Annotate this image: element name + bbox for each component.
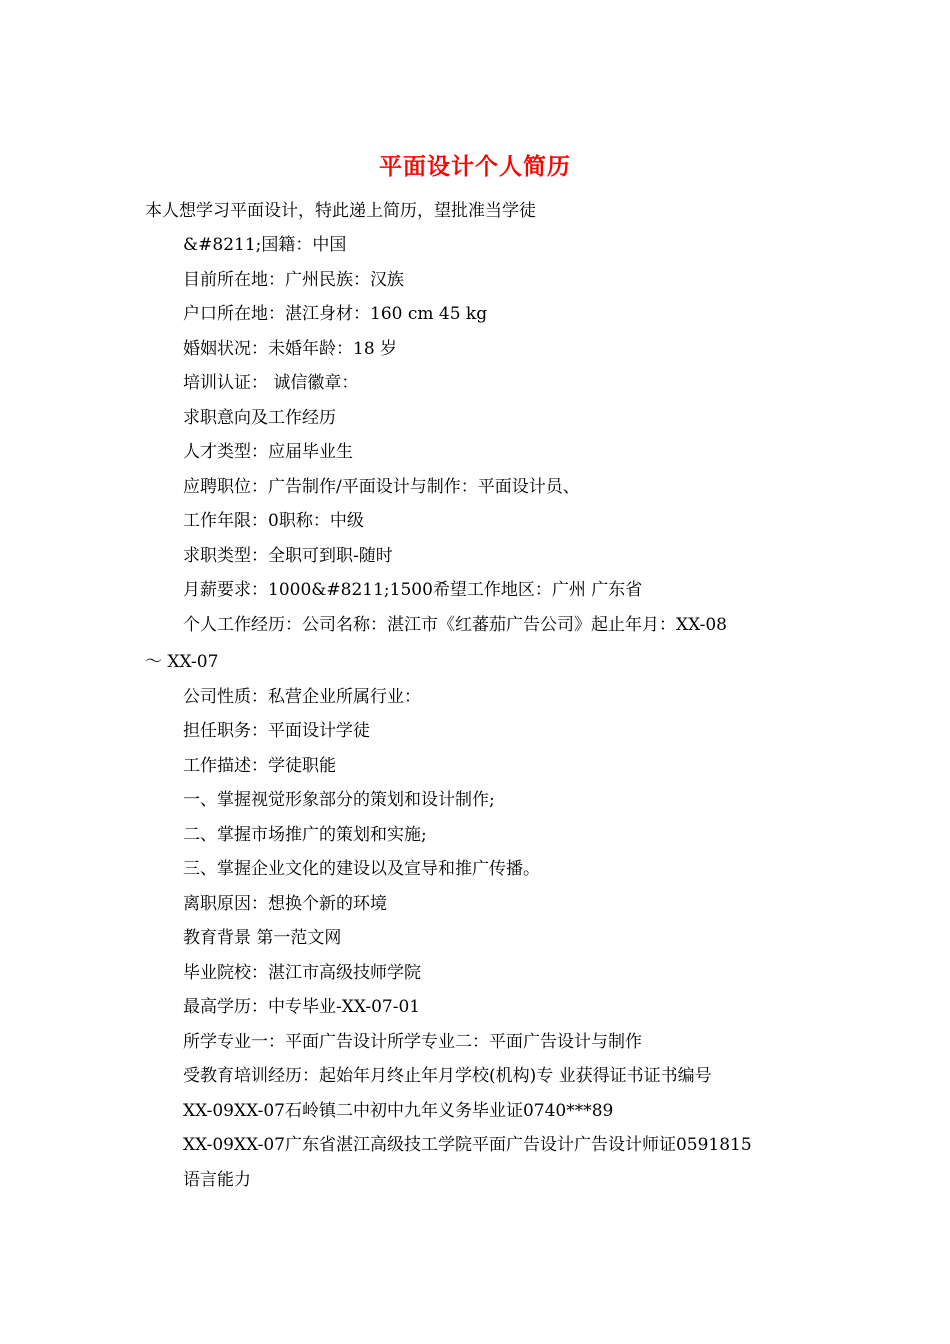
text-line: XX-09XX-07广东省湛江高级技工学院平面广告设计广告设计师证0591815	[183, 1135, 752, 1155]
text-line: 应聘职位：广告制作/平面设计与制作：平面设计员、	[183, 477, 580, 497]
text-line: 公司性质：私营企业所属行业：	[183, 687, 421, 707]
text-line: 月薪要求：1000&#8211;1500希望工作地区：广州 广东省	[183, 580, 643, 600]
text-line: 二、掌握市场推广的策划和实施;	[183, 825, 427, 845]
text-line: 毕业院校：湛江市高级技师学院	[183, 963, 421, 983]
text-line: 目前所在地：广州民族：汉族	[183, 270, 404, 290]
text-line: 人才类型：应届毕业生	[183, 442, 353, 462]
text-line: 离职原因：想换个新的环境	[183, 894, 387, 914]
text-line: 求职类型：全职可到职-随时	[183, 546, 393, 566]
text-line: 户口所在地：湛江身材：160 cm 45 kg	[183, 304, 488, 324]
text-line: 担任职务：平面设计学徒	[183, 721, 370, 741]
intro-line: 本人想学习平面设计，特此递上简历，望批准当学徒	[145, 201, 536, 221]
text-line: &#8211;国籍：中国	[183, 235, 347, 255]
text-line: 一、掌握视觉形象部分的策划和设计制作;	[183, 790, 495, 810]
section-heading-language: 语言能力	[183, 1170, 251, 1190]
document-title: 平面设计个人简历	[379, 153, 571, 180]
section-heading-education: 教育背景 第一范文网	[183, 928, 342, 948]
text-line: 工作年限：0职称：中级	[183, 511, 364, 531]
text-line: 工作描述：学徒职能	[183, 756, 336, 776]
text-line-continuation: ～ XX-07	[145, 652, 219, 672]
text-line: 个人工作经历：公司名称：湛江市《红蕃茄广告公司》起止年月：XX-08	[183, 615, 727, 635]
text-line: 所学专业一：平面广告设计所学专业二：平面广告设计与制作	[183, 1032, 642, 1052]
text-line: XX-09XX-07石岭镇二中初中九年义务毕业证0740***89	[183, 1101, 614, 1121]
text-line: 最高学历：中专毕业-XX-07-01	[183, 997, 421, 1017]
text-line: 受教育培训经历：起始年月终止年月学校(机构)专 业获得证书证书编号	[183, 1066, 712, 1086]
section-heading-job: 求职意向及工作经历	[183, 408, 336, 428]
text-line: 婚姻状况：未婚年龄：18 岁	[183, 339, 398, 359]
text-line: 三、掌握企业文化的建设以及宣导和推广传播。	[183, 859, 540, 879]
text-line: 培训认证： 诚信徽章：	[183, 373, 359, 393]
